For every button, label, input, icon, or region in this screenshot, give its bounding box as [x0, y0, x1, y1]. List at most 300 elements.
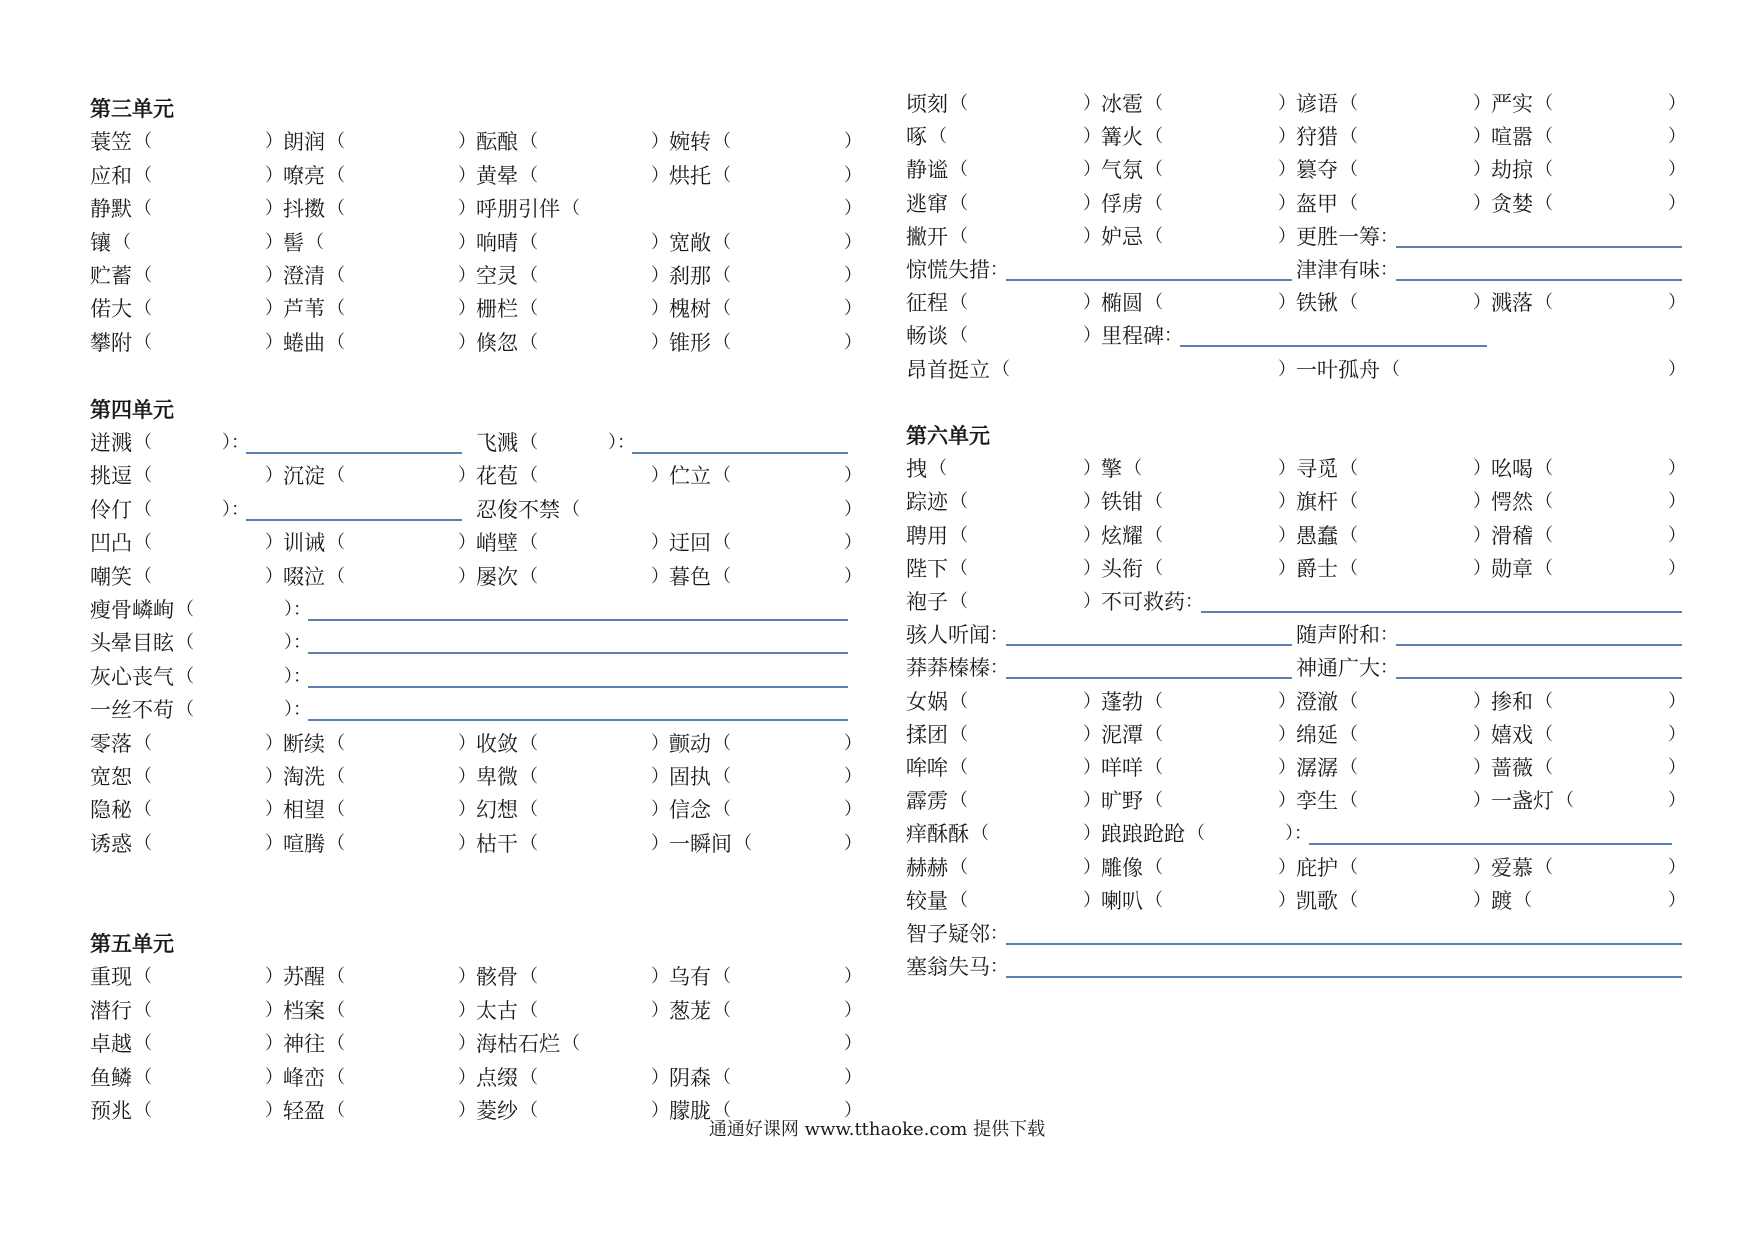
pinyin-answer-blank[interactable] [1165, 220, 1245, 254]
pinyin-answer-blank[interactable] [1555, 552, 1635, 586]
pinyin-answer-blank[interactable] [582, 493, 662, 527]
vocab-word: 女娲 [906, 689, 948, 714]
vocab-item [476, 326, 669, 360]
open-paren: （ [713, 1066, 731, 1088]
vocab-item [1491, 884, 1686, 918]
pinyin-answer-blank[interactable] [347, 526, 427, 560]
pinyin-answer-blank[interactable] [1555, 153, 1635, 187]
vocab-word: 轻盈 [283, 1099, 325, 1123]
vocab-item [476, 960, 669, 994]
close-paren: ） [458, 131, 476, 153]
vocab-item [90, 560, 283, 594]
close-paren: ） [1668, 93, 1686, 114]
open-paren: （ [134, 799, 152, 821]
pinyin-answer-blank[interactable] [196, 693, 276, 727]
pinyin-answer-blank[interactable] [154, 727, 234, 761]
pinyin-answer-blank[interactable] [1165, 552, 1245, 586]
vocab-word: 凯歌 [1296, 888, 1338, 913]
pinyin-answer-blank[interactable] [347, 760, 427, 794]
pinyin-answer-blank[interactable] [347, 125, 427, 159]
pinyin-answer-blank[interactable] [347, 960, 427, 994]
colon: ： [990, 259, 1008, 280]
vocab-row [90, 827, 862, 861]
open-paren: （ [1535, 159, 1553, 181]
close-paren: ） [651, 1100, 669, 1121]
close-paren: ） [844, 766, 862, 787]
vocab-word: 收敛 [476, 731, 518, 756]
vocab-word: 智子疑邻 [906, 922, 990, 946]
pinyin-answer-blank[interactable] [1360, 452, 1440, 486]
pinyin-answer-blank[interactable] [582, 192, 662, 226]
footer-credit: 通通好课网 www.tthaoke.com 提供下载 [708, 1119, 1046, 1140]
pinyin-answer-blank[interactable] [347, 292, 427, 326]
pinyin-answer-blank[interactable] [1144, 452, 1224, 486]
vocab-item [476, 159, 669, 193]
pinyin-answer-blank[interactable] [970, 153, 1050, 187]
pinyin-answer-blank[interactable] [733, 960, 813, 994]
pinyin-answer-blank[interactable] [347, 827, 427, 861]
pinyin-answer-blank[interactable] [1360, 87, 1440, 121]
open-paren: （ [929, 458, 947, 480]
close-paren: ） [1278, 889, 1296, 911]
pinyin-answer-blank[interactable] [733, 125, 813, 159]
close-paren: ） [1668, 491, 1686, 513]
pinyin-answer-blank[interactable] [733, 459, 813, 493]
pinyin-answer-blank[interactable] [154, 560, 234, 594]
colon: ： [990, 923, 1008, 944]
pinyin-answer-blank[interactable] [347, 1061, 427, 1095]
pinyin-answer-blank[interactable] [1360, 187, 1440, 221]
colon: ： [1380, 225, 1398, 247]
close-paren: ） [458, 198, 476, 220]
pinyin-answer-blank[interactable] [1360, 718, 1440, 752]
vocab-item [476, 526, 669, 560]
meaning-answer-line[interactable] [1396, 279, 1682, 281]
pinyin-answer-blank[interactable] [733, 994, 813, 1028]
pinyin-answer-blank[interactable] [733, 793, 813, 827]
pinyin-answer-blank[interactable] [991, 817, 1071, 851]
vocab-item [1101, 884, 1296, 918]
pinyin-answer-blank[interactable] [970, 485, 1050, 519]
vocab-item [1101, 286, 1296, 320]
pinyin-answer-blank[interactable] [154, 292, 234, 326]
open-paren: （ [134, 1033, 152, 1055]
pinyin-answer-blank[interactable] [1402, 353, 1482, 387]
pinyin-answer-blank[interactable] [1360, 884, 1440, 918]
close-paren: ） [844, 498, 862, 520]
pinyin-answer-blank[interactable] [1555, 485, 1635, 519]
pinyin-answer-blank[interactable] [970, 220, 1050, 254]
vocab-item [669, 292, 862, 326]
pinyin-answer-blank[interactable] [347, 793, 427, 827]
vocab-row [90, 159, 862, 193]
vocab-word: 枯干 [476, 831, 518, 856]
pinyin-answer-blank[interactable] [196, 593, 276, 627]
vocab-word: 锥形 [669, 330, 711, 355]
pinyin-answer-blank[interactable] [347, 159, 427, 193]
vocab-row [90, 125, 862, 159]
close-paren: ） [1668, 126, 1686, 148]
pinyin-answer-blank[interactable] [1165, 851, 1245, 885]
vocab-item [906, 950, 1686, 984]
close-paren: ） [1473, 790, 1491, 812]
vocab-word: 朦胧 [669, 1099, 711, 1123]
vocab-word: 踉踉跄跄 [1101, 822, 1185, 847]
pinyin-answer-blank[interactable] [1165, 286, 1245, 320]
pinyin-answer-blank[interactable] [1555, 685, 1635, 719]
pinyin-answer-blank[interactable] [970, 784, 1050, 818]
vocab-row [906, 253, 1666, 287]
close-paren: ） [844, 1066, 862, 1088]
pinyin-answer-blank[interactable] [970, 718, 1050, 752]
vocab-row [90, 192, 862, 226]
vocab-word: 沉淀 [283, 464, 325, 489]
pinyin-answer-blank[interactable] [1555, 751, 1635, 785]
pinyin-answer-blank[interactable] [1165, 87, 1245, 121]
open-paren: （ [1145, 690, 1163, 712]
vocab-item [1296, 884, 1491, 918]
meaning-answer-line[interactable] [246, 519, 462, 521]
vocab-item [1101, 485, 1296, 519]
pinyin-answer-blank[interactable] [949, 452, 1029, 486]
pinyin-answer-blank[interactable] [540, 1061, 620, 1095]
vocab-word: 气氛 [1101, 158, 1143, 183]
meaning-answer-line[interactable] [1006, 279, 1292, 281]
pinyin-answer-blank[interactable] [1360, 751, 1440, 785]
vocab-word: 雕像 [1101, 855, 1143, 880]
pinyin-answer-blank[interactable] [733, 727, 813, 761]
pinyin-answer-blank[interactable] [733, 292, 813, 326]
pinyin-answer-blank[interactable] [154, 1027, 234, 1061]
pinyin-answer-blank[interactable] [347, 727, 427, 761]
vocab-item [283, 526, 476, 560]
vocab-item [1491, 485, 1686, 519]
vocab-word: 勋章 [1491, 556, 1533, 581]
pinyin-answer-blank[interactable] [154, 1061, 234, 1095]
close-paren: ） [651, 1066, 669, 1088]
vocab-item [669, 159, 862, 193]
pinyin-answer-blank[interactable] [1360, 552, 1440, 586]
meaning-answer-line[interactable] [632, 452, 848, 454]
close-paren: ） [458, 532, 476, 554]
section-title [90, 927, 850, 961]
vocab-row [90, 1027, 862, 1061]
pinyin-answer-blank[interactable] [970, 286, 1050, 320]
vocab-word: 颤动 [669, 731, 711, 756]
vocab-item [90, 459, 283, 493]
pinyin-answer-blank[interactable] [970, 851, 1050, 885]
vocab-row [906, 153, 1686, 187]
close-paren: ） [844, 565, 862, 587]
pinyin-answer-blank[interactable] [540, 727, 620, 761]
pinyin-answer-blank[interactable] [970, 552, 1050, 586]
pinyin-answer-blank[interactable] [1165, 485, 1245, 519]
close-paren: ） [1668, 690, 1686, 712]
close-paren: ） [1278, 126, 1296, 148]
pinyin-answer-blank[interactable] [1165, 718, 1245, 752]
close-paren: ） [844, 1100, 862, 1121]
pinyin-answer-blank[interactable] [1555, 452, 1635, 486]
pinyin-answer-blank[interactable] [733, 526, 813, 560]
pinyin-answer-blank[interactable] [540, 459, 620, 493]
close-paren: ） [1473, 159, 1491, 181]
close-paren: ） [1278, 723, 1296, 745]
meaning-answer-line[interactable] [246, 452, 462, 454]
colon: ： [990, 956, 1008, 978]
vocab-row [90, 226, 862, 260]
close-paren: ） [265, 532, 283, 554]
close-paren: ） [265, 265, 283, 286]
open-paren: （ [713, 799, 731, 821]
meaning-answer-line[interactable] [308, 652, 848, 654]
pinyin-answer-blank[interactable] [1165, 884, 1245, 918]
open-paren: （ [1187, 823, 1205, 845]
close-paren: ） [844, 131, 862, 153]
pinyin-answer-blank[interactable] [540, 326, 620, 360]
close-paren: ） [651, 766, 669, 787]
pinyin-answer-blank[interactable] [1555, 286, 1635, 320]
pinyin-answer-blank[interactable] [1555, 87, 1635, 121]
pinyin-answer-blank[interactable] [970, 884, 1050, 918]
vocab-item [1296, 618, 1686, 652]
pinyin-answer-blank[interactable] [1165, 685, 1245, 719]
pinyin-answer-blank[interactable] [347, 560, 427, 594]
close-paren: ） [1473, 126, 1491, 148]
close-paren: ） [1473, 723, 1491, 745]
pinyin-answer-blank[interactable] [347, 192, 427, 226]
pinyin-answer-blank[interactable] [970, 319, 1050, 353]
pinyin-answer-blank[interactable] [347, 459, 427, 493]
close-paren: ） [1668, 723, 1686, 745]
close-paren: ） [265, 131, 283, 153]
pinyin-answer-blank[interactable] [1576, 784, 1656, 818]
pinyin-answer-blank[interactable] [540, 960, 620, 994]
vocab-word: 潜行 [90, 998, 132, 1023]
pinyin-answer-blank[interactable] [733, 159, 813, 193]
vocab-word: 寻觅 [1296, 457, 1338, 482]
pinyin-answer-blank[interactable] [1360, 519, 1440, 553]
vocab-row [906, 187, 1686, 221]
pinyin-answer-blank[interactable] [733, 226, 813, 260]
close-paren: ） [1473, 292, 1491, 314]
pinyin-answer-blank[interactable] [970, 685, 1050, 719]
pinyin-answer-blank[interactable] [1165, 120, 1245, 154]
open-paren: （ [1145, 524, 1163, 546]
vocab-word: 喇叭 [1101, 888, 1143, 913]
meaning-answer-line[interactable] [1396, 246, 1682, 248]
close-paren: ） [1083, 889, 1101, 911]
pinyin-answer-blank[interactable] [1555, 519, 1635, 553]
vocab-item [906, 187, 1101, 221]
pinyin-answer-blank[interactable] [540, 760, 620, 794]
pinyin-answer-blank[interactable] [154, 793, 234, 827]
vocab-item [669, 459, 862, 493]
pinyin-answer-blank[interactable] [154, 526, 234, 560]
meaning-answer-line[interactable] [308, 686, 848, 688]
pinyin-answer-blank[interactable] [1360, 685, 1440, 719]
pinyin-answer-blank[interactable] [1012, 353, 1092, 387]
meaning-answer-line[interactable] [1006, 943, 1682, 945]
vocab-item [283, 326, 476, 360]
pinyin-answer-blank[interactable] [154, 760, 234, 794]
vocab-word: 宽恕 [90, 765, 132, 789]
vocab-item [90, 593, 862, 627]
pinyin-answer-blank[interactable] [733, 760, 813, 794]
pinyin-answer-blank[interactable] [1360, 485, 1440, 519]
vocab-item [669, 226, 862, 260]
meaning-answer-line[interactable] [1396, 677, 1682, 679]
vocab-word: 绵延 [1296, 722, 1338, 747]
vocab-word: 预兆 [90, 1099, 132, 1123]
open-paren: （ [1145, 491, 1163, 513]
vocab-item [1491, 452, 1686, 486]
vocab-item [906, 585, 1101, 619]
vocab-item [1296, 685, 1491, 719]
pinyin-answer-blank[interactable] [347, 994, 427, 1028]
pinyin-answer-blank[interactable] [347, 259, 427, 293]
pinyin-answer-blank[interactable] [540, 259, 620, 293]
vocab-item [90, 259, 283, 293]
vocab-word: 呼朋引伴 [476, 197, 560, 222]
unit-heading: 第六单元 [906, 423, 990, 448]
pinyin-answer-blank[interactable] [154, 459, 234, 493]
close-paren: ） [844, 198, 862, 220]
pinyin-answer-blank[interactable] [347, 326, 427, 360]
vocab-item [476, 1027, 862, 1061]
vocab-word: 灰心丧气 [90, 664, 174, 689]
pinyin-answer-blank[interactable] [1207, 817, 1287, 851]
pinyin-answer-blank[interactable] [970, 519, 1050, 553]
pinyin-answer-blank[interactable] [1165, 519, 1245, 553]
open-paren: （ [520, 532, 538, 554]
vocab-item [1491, 120, 1686, 154]
vocab-item [1491, 718, 1686, 752]
pinyin-answer-blank[interactable] [154, 192, 234, 226]
vocab-item [906, 253, 1296, 287]
pinyin-answer-blank[interactable] [154, 259, 234, 293]
pinyin-answer-blank[interactable] [733, 326, 813, 360]
close-paren: ） [458, 766, 476, 787]
vocab-item [669, 1061, 862, 1095]
open-paren: （ [1340, 126, 1358, 148]
vocab-word: 静默 [90, 197, 132, 222]
vocab-item [1101, 585, 1686, 619]
vocab-word: 峭壁 [476, 531, 518, 556]
pinyin-answer-blank[interactable] [133, 226, 213, 260]
pinyin-answer-blank[interactable] [1165, 187, 1245, 221]
pinyin-answer-blank[interactable] [347, 1027, 427, 1061]
meaning-answer-line[interactable] [1006, 644, 1292, 646]
pinyin-answer-blank[interactable] [540, 159, 620, 193]
pinyin-answer-blank[interactable] [1555, 851, 1635, 885]
meaning-answer-line[interactable] [1309, 843, 1672, 845]
pinyin-answer-blank[interactable] [540, 292, 620, 326]
pinyin-answer-blank[interactable] [540, 994, 620, 1028]
pinyin-answer-blank[interactable] [1555, 718, 1635, 752]
meaning-answer-line[interactable] [1180, 345, 1487, 347]
pinyin-answer-blank[interactable] [1555, 187, 1635, 221]
pinyin-answer-blank[interactable] [1360, 851, 1440, 885]
open-paren: （ [134, 265, 152, 286]
open-paren: （ [950, 723, 968, 745]
meaning-answer-line[interactable] [308, 619, 848, 621]
meaning-answer-line[interactable] [1396, 644, 1682, 646]
pinyin-answer-blank[interactable] [1360, 784, 1440, 818]
meaning-answer-line[interactable] [1006, 976, 1682, 978]
vocab-item [283, 994, 476, 1028]
pinyin-answer-blank[interactable] [540, 827, 620, 861]
pinyin-answer-blank[interactable] [1360, 120, 1440, 154]
vocab-word: 头衔 [1101, 556, 1143, 581]
meaning-answer-line[interactable] [1201, 611, 1682, 613]
pinyin-answer-blank[interactable] [154, 960, 234, 994]
pinyin-answer-blank[interactable] [582, 1027, 662, 1061]
vocab-item [283, 226, 476, 260]
meaning-answer-line[interactable] [1006, 677, 1292, 679]
meaning-answer-line[interactable] [308, 719, 848, 721]
close-paren: ） [651, 532, 669, 554]
pinyin-answer-blank[interactable] [970, 187, 1050, 221]
open-paren: （ [520, 966, 538, 988]
pinyin-answer-blank[interactable] [1360, 286, 1440, 320]
open-paren: （ [176, 599, 194, 620]
pinyin-answer-blank[interactable] [540, 125, 620, 159]
vocab-row [906, 817, 1666, 851]
pinyin-answer-blank[interactable] [540, 560, 620, 594]
pinyin-answer-blank[interactable] [970, 585, 1050, 619]
pinyin-answer-blank[interactable] [1555, 120, 1635, 154]
pinyin-answer-blank[interactable] [540, 793, 620, 827]
pinyin-answer-blank[interactable] [970, 87, 1050, 121]
pinyin-answer-blank[interactable] [733, 560, 813, 594]
pinyin-answer-blank[interactable] [754, 827, 834, 861]
vocab-word: 静谧 [906, 158, 948, 183]
pinyin-answer-blank[interactable] [540, 526, 620, 560]
pinyin-answer-blank[interactable] [196, 626, 276, 660]
pinyin-answer-blank[interactable] [733, 259, 813, 293]
pinyin-answer-blank[interactable] [154, 827, 234, 861]
pinyin-answer-blank[interactable] [154, 326, 234, 360]
pinyin-answer-blank[interactable] [949, 120, 1029, 154]
pinyin-answer-blank[interactable] [970, 751, 1050, 785]
pinyin-answer-blank[interactable] [154, 159, 234, 193]
close-paren: ） [1278, 856, 1296, 878]
colon: ： [990, 657, 1008, 679]
vocab-word: 海枯石烂 [476, 1032, 560, 1057]
pinyin-answer-blank[interactable] [540, 226, 620, 260]
close-paren: ） [458, 164, 476, 186]
open-paren: （ [950, 292, 968, 314]
vocab-word: 挑逗 [90, 464, 132, 489]
open-paren: （ [713, 565, 731, 587]
vocab-item [283, 259, 476, 293]
pinyin-answer-blank[interactable] [154, 125, 234, 159]
vocab-item [1491, 153, 1686, 187]
pinyin-answer-blank[interactable] [1165, 153, 1245, 187]
vocab-item [1296, 452, 1491, 486]
open-paren: （ [1340, 757, 1358, 778]
pinyin-answer-blank[interactable] [196, 660, 276, 694]
pinyin-answer-blank[interactable] [154, 994, 234, 1028]
pinyin-answer-blank[interactable] [1165, 784, 1245, 818]
close-paren: ） [1083, 757, 1101, 778]
pinyin-answer-blank[interactable] [733, 1061, 813, 1095]
close-paren: ） [1083, 93, 1101, 114]
pinyin-answer-blank[interactable] [1165, 751, 1245, 785]
pinyin-answer-blank[interactable] [1534, 884, 1614, 918]
pinyin-answer-blank[interactable] [1360, 153, 1440, 187]
pinyin-answer-blank[interactable] [326, 226, 406, 260]
